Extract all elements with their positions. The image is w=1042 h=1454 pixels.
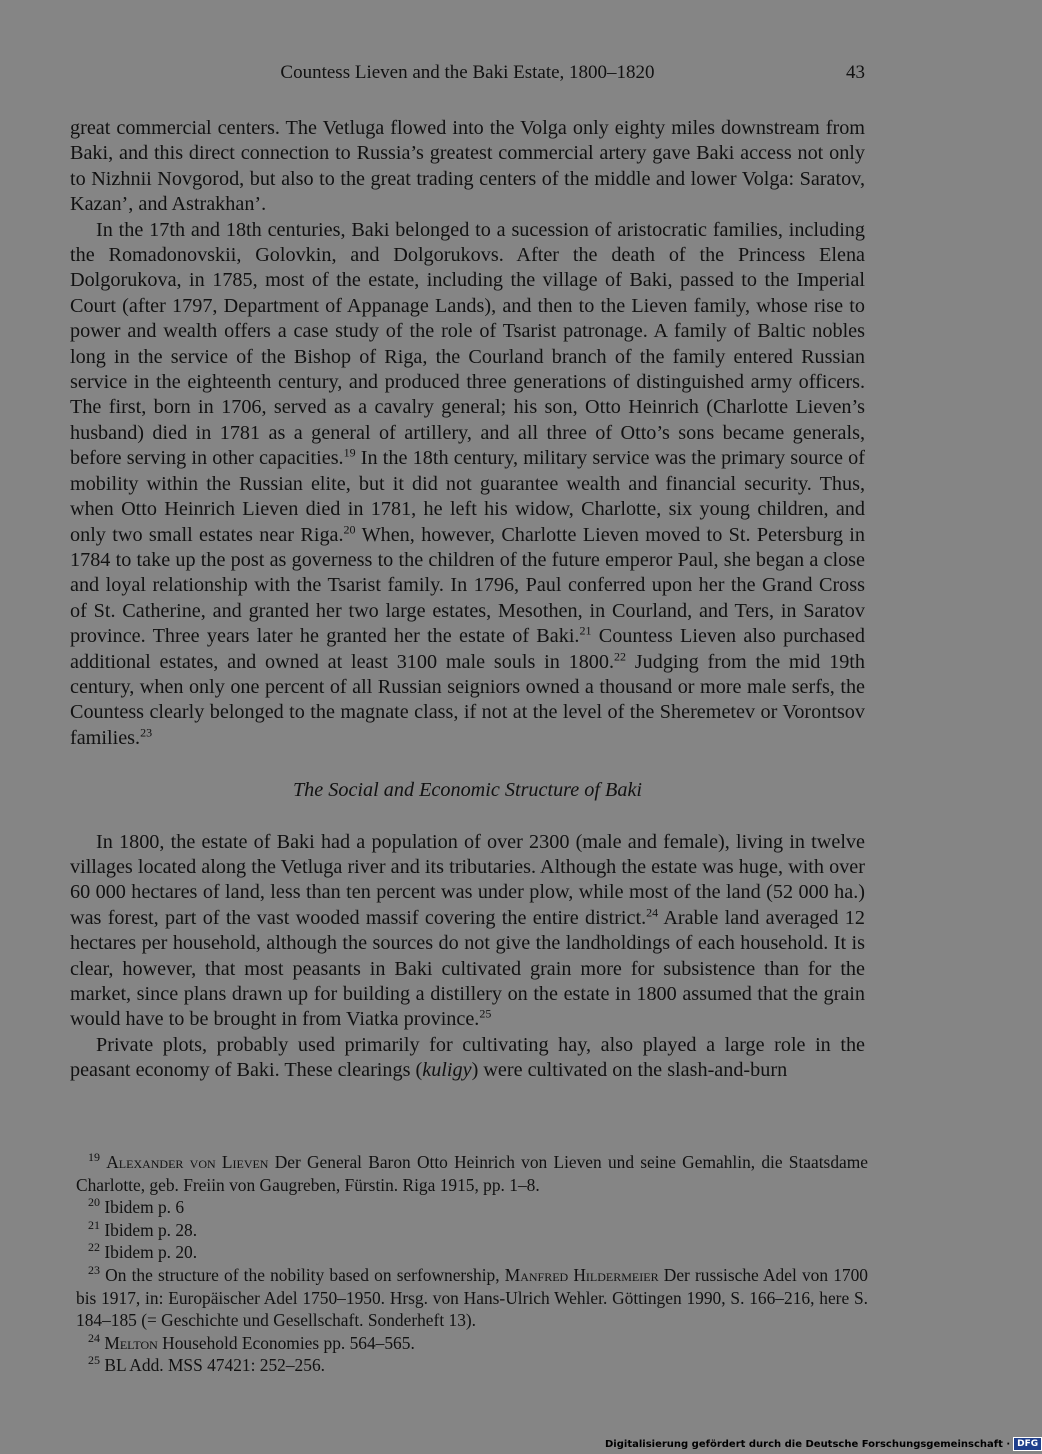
running-title: Countess Lieven and the Baki Estate, 1800–1820 (280, 62, 655, 83)
digitization-credit (605, 1436, 1042, 1452)
paragraph-4: Private plots, probably used primarily for cultivating hay, also played a large role in the peasant economy of Baki. These clearings (kuligy) were cultivated on the slash-and-burn (70, 1033, 865, 1082)
footnote-21: $^{21}$ Ibidem p. 28. (88, 1217, 198, 1240)
digitization-text: Digitalisierung gefördert durch die Deutsche Forschungsgemeinschaft · (605, 1438, 1011, 1450)
footnote-ref-20[interactable]: 20 (343, 521, 356, 536)
main-text (70, 116, 865, 1084)
footnote-ref-25[interactable]: 25 (479, 1006, 492, 1021)
paragraph-1: great commercial centers. The Vetluga flowed into the Volga only eighty miles downstream from Baki, and this direct connection to Russia’s greatest commercial artery gave Baki access not only to Nizhnii Novgorod, but also to the great trading centers of the middle and lower Volga: Saratov, Kazan’, and Astrakhan’. (70, 117, 865, 216)
footnote-ref-19[interactable]: 19 (343, 445, 356, 460)
author-name: Manfred Hildermeier (504, 1264, 659, 1285)
footnotes (76, 1151, 868, 1377)
dfg-logo: DFG (1013, 1437, 1042, 1451)
section-heading: The Social and Economic Structure of Baki (292, 779, 643, 802)
footnote-23: $^{23}$ On the structure of the nobility based on serfownership, Manfred Hildermeier Der russische Adel von 1700 bis 1917, in: Europäischer Adel 1750–1950. Hrsg. von Hans-Ulrich Wehler. Göttingen 1990, S. 166–216, here S. 184–185 (= Geschichte und Gesellschaft. Sonderheft 13). (76, 1263, 868, 1331)
paragraph-3: In 1800, the estate of Baki had a population of over 2300 (male and female), living in twelve villages located along the Vetluga river and its tributaries. Although the estate was huge, with over 60 000 hectares of land, less than ten percent was under plow, while most of the land (52 000 ha.) was forest, part of the vast wooded massif covering the entire district.$^{24}$ Arable land averaged 12 hectares per household, although the sources do not give the landholdings of each household. It is clear, however, that most peasants in Baki cultivated grain more for subsistence than for the market, since plans drawn up for building a distillery on the estate in 1800 assumed that the grain would have to be brought in from Viatka province.$^{25}$ (70, 830, 865, 1031)
footnote-22: $^{22}$ Ibidem p. 20. (88, 1240, 198, 1263)
footnote-ref-21[interactable]: 21 (579, 623, 592, 638)
footnote-ref-24[interactable]: 24 (646, 905, 659, 920)
running-header (70, 62, 865, 92)
italic-term: kuligy (422, 1059, 472, 1082)
page-number: 43 (846, 62, 865, 83)
footnote-20: $^{20}$ Ibidem p. 6 (88, 1195, 185, 1218)
footnote-25: $^{25}$ BL Add. MSS 47421: 252–256. (88, 1353, 325, 1376)
author-name: Alexander von Lieven (106, 1152, 269, 1172)
footnote-ref-22[interactable]: 22 (614, 648, 627, 663)
paragraph-2: In the 17th and 18th centuries, Baki belonged to a sucession of aristocratic families, including the Romadonovskii, Golovkin, and Dolgorukovs. After the death of the Princess Elena Dolgorukova, in 1785, most of the estate, including the village of Baki, passed to the Imperial Court (after 1797, Department of Appanage Lands), and then to the Lieven family, whose rise to power and wealth offers a case study of the role of Tsarist patronage. A family of Baltic nobles long in the service of the Bishop of Riga, the Courland branch of the family entered Russian service in the eighteenth century, and produced three generations of distinguished army officers. The first, born in 1706, served as a cavalry general; his son, Otto Heinrich (Charlotte Lieven’s husband) died in 1781 as a general of artillery, and all three of Otto’s sons became generals, before serving in other capacities.$^{19}$ In the 18th century, military service was the primary source of mobility within the Russian elite, but it did not guarantee wealth and financial security. Thus, when Otto Heinrich Lieven died in 1781, he left his widow, Charlotte, six young children, and only two small estates near Riga.$^{20}$ When, however, Charlotte Lieven moved to St. Petersburg in 1784 to take up the post as governess to the children of the future emperor Paul, she began a close and loyal relationship with the Tsarist family. In 1796, Paul conferred upon her the Grand Cross of St. Catherine, and granted her two large estates, Mesothen, in Courland, and Ters, in Saratov province. Three years later he granted her the estate of Baki.$^{21}$ Countess Lieven also purchased additional estates, and owned at least 3100 male souls in 1800.22 Judging from the mid 19th century, when only one percent of all Russian seigniors owned a thousand or more male serfs, the Countess clearly belonged to the magnate class, if not at the level of the Sheremetev or Vorontsov families.$^{23}$ (70, 218, 865, 749)
footnote-24: $^{24}$ Melton Household Economies pp. 564–565. (88, 1330, 415, 1353)
footnote-19: $^{19}$ Alexander von Lieven Der General Baron Otto Heinrich von Lieven und seine Gemahlin, die Staatsdame Charlotte, geb. Freiin von Gaugreben, Fürstin. Riga 1915, pp. 1–8. (76, 1150, 868, 1195)
author-name: Melton (104, 1332, 158, 1353)
footnote-ref-23[interactable]: 23 (140, 725, 153, 740)
